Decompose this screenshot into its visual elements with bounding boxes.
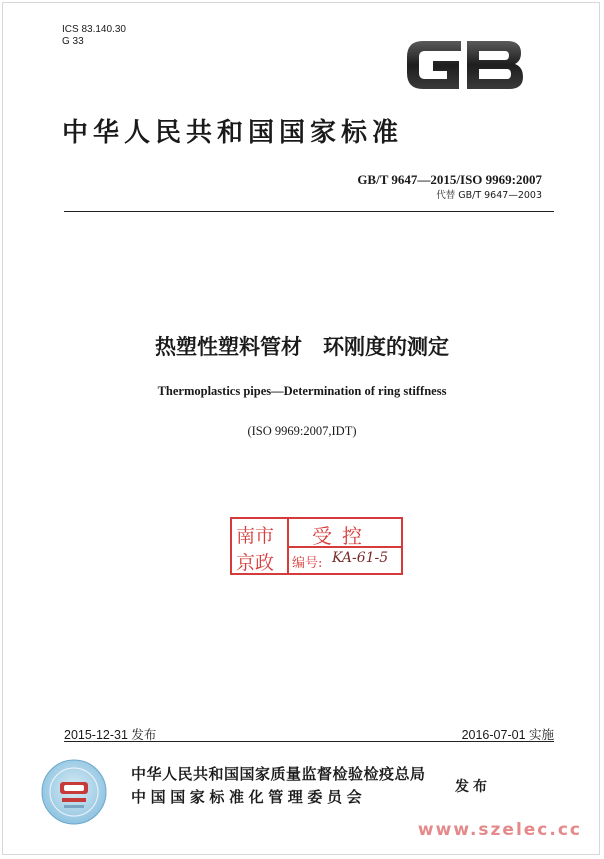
- header-divider: [64, 211, 554, 212]
- issue-date: 2015-12-31 发布: [64, 728, 157, 742]
- stamp-bottom-left: 京政: [236, 552, 275, 574]
- publisher-aqsiq: 中华人民共和国国家质量监督检验检疫总局: [131, 765, 426, 783]
- stamp-number-label: 编号:: [292, 556, 323, 571]
- gb-logo-icon: [403, 35, 527, 95]
- ics-code: ICS 83.140.30: [62, 24, 126, 35]
- footer-divider: [64, 741, 554, 742]
- standard-code: GB/T 9647—2015/ISO 9969:2007: [357, 172, 542, 187]
- iso-reference: (ISO 9969:2007,IDT): [247, 424, 357, 438]
- category-code: G 33: [62, 36, 84, 47]
- document-title-en: Thermoplastics pipes—Determination of ring stiffness: [157, 384, 447, 398]
- publisher-sac: 中国国家标准化管理委员会: [131, 788, 367, 806]
- implementation-date: 2016-07-01 实施: [461, 728, 554, 742]
- standard-type-title: 中华人民共和国国家标准: [62, 118, 404, 148]
- anti-counterfeit-seal-icon: [40, 758, 108, 826]
- site-watermark: www.szelec.cc: [417, 820, 582, 840]
- publish-label: 发布: [455, 779, 491, 795]
- document-title-cn: 热塑性塑料管材 环刚度的测定: [155, 335, 449, 359]
- control-stamp: [230, 517, 403, 575]
- stamp-controlled-label: 受控: [312, 524, 372, 548]
- stamp-top-left: 南市: [236, 525, 275, 547]
- ics-code-block: [62, 24, 126, 48]
- stamp-number: KA-61-5: [332, 550, 389, 566]
- replaces-note: 代替 GB/T 9647—2003: [436, 190, 542, 201]
